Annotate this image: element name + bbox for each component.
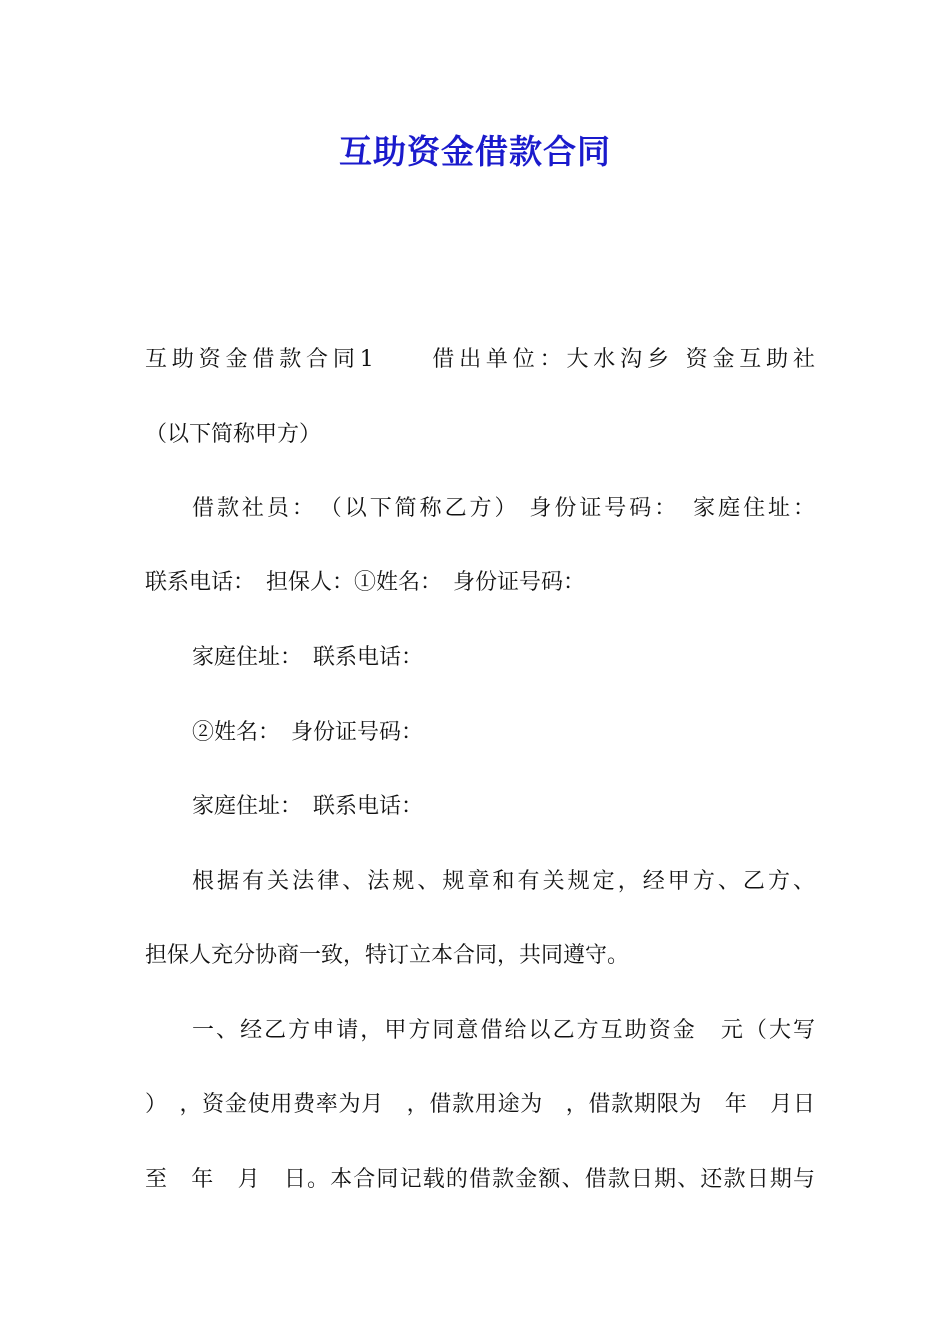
document-title: 互助资金借款合同 <box>339 132 611 171</box>
clause-one-line-1: 一、经乙方申请，甲方同意借给以乙方互助资金 元（大写 <box>192 1018 815 1043</box>
contract-header-line: 互助资金借款合同1 借出单位：大水沟乡 资金互助社 <box>145 347 815 372</box>
guarantor-two-line: ②姓名： 身份证号码： <box>192 720 424 745</box>
party-a-note-line: （以下简称甲方） <box>145 422 322 447</box>
paragraph-basis-line-2: 担保人充分协商一致，特订立本合同，共同遵守。 <box>145 943 630 968</box>
paragraph-basis-line-1: 根据有关法律、法规、规章和有关规定，经甲方、乙方、 <box>192 869 815 894</box>
borrower-info-line: 借款社员： （以下简称乙方） 身份证号码： 家庭住址： <box>192 496 815 521</box>
guarantor-one-line: 联系电话： 担保人：①姓名： 身份证号码： <box>145 570 586 595</box>
clause-one-line-2: ） ，资金使用费率为月 ，借款用途为 ，借款期限为 年 月日 <box>145 1092 815 1117</box>
guarantor-two-address-line: 家庭住址： 联系电话： <box>192 794 424 819</box>
clause-one-line-3: 至 年 月 日。本合同记载的借款金额、借款日期、还款日期与 <box>145 1167 815 1192</box>
guarantor-one-address-line: 家庭住址： 联系电话： <box>192 645 424 670</box>
